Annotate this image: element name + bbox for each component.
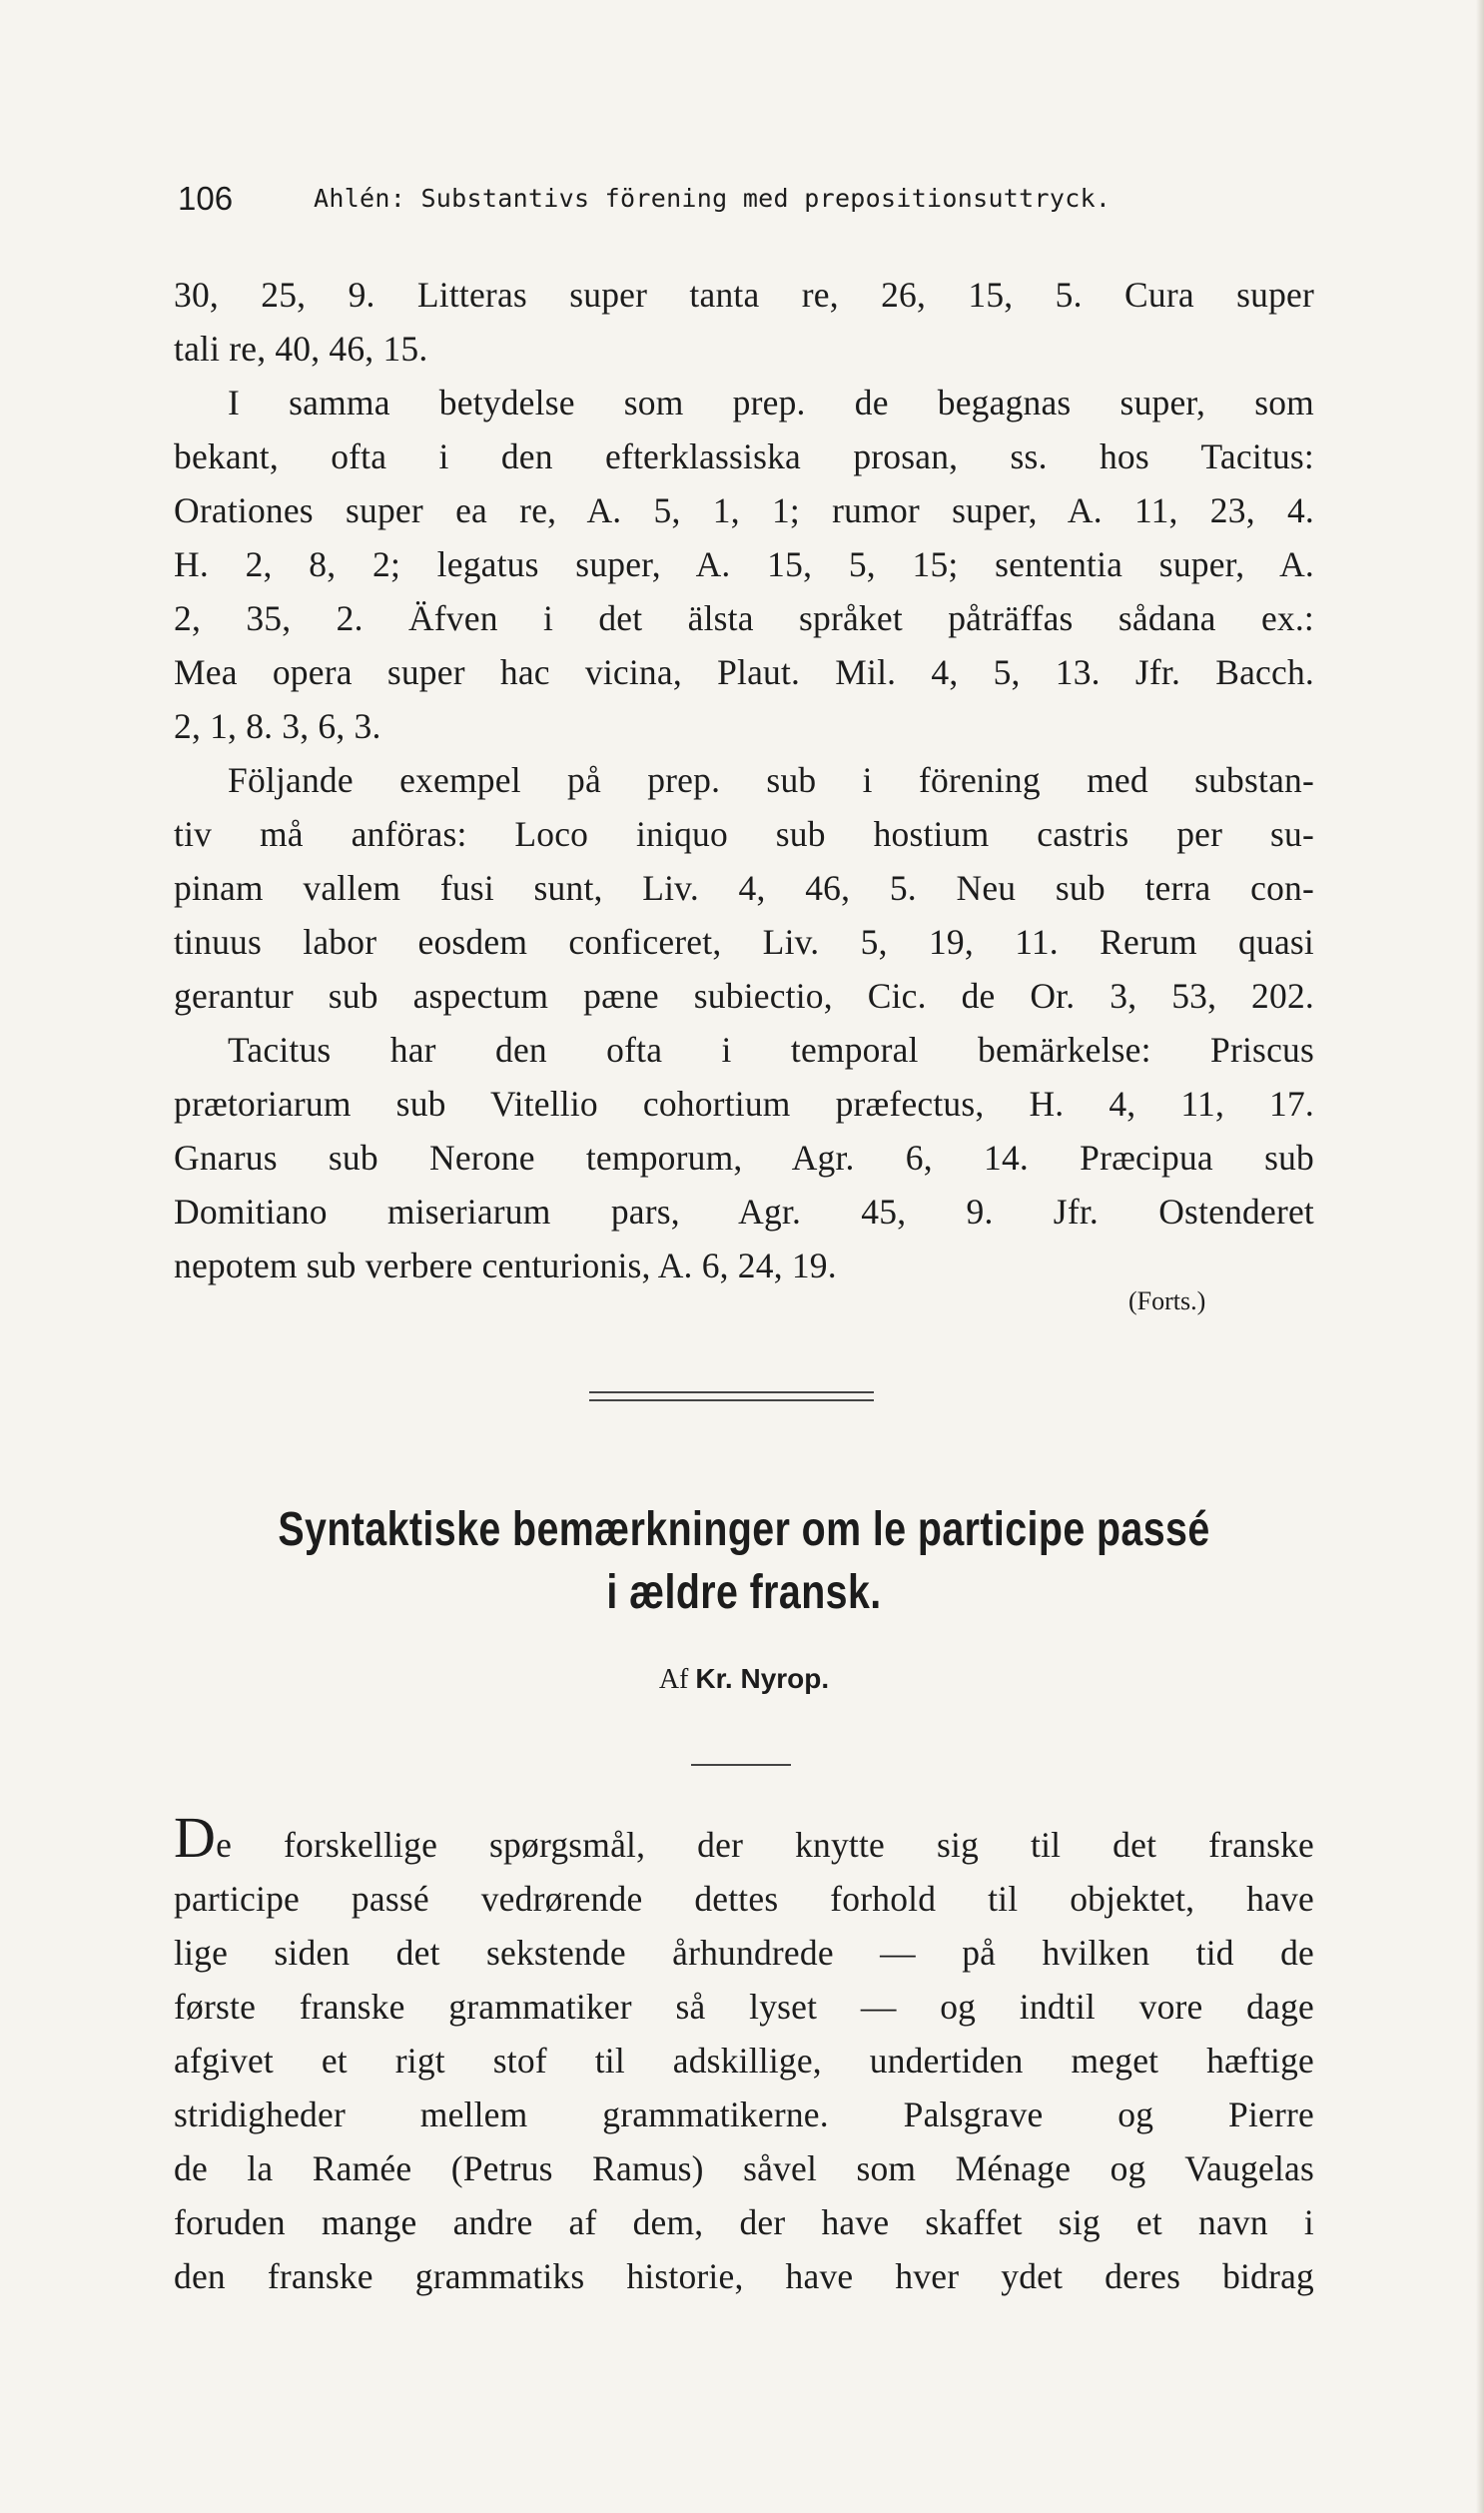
text-line: prætoriarum sub Vitellio cohortium præfectus, H. 4, 11, 17. <box>174 1084 1314 1124</box>
text-line: første franske grammatiker så lyset — og indtil vore dage <box>174 1987 1314 2027</box>
text-line: H. 2, 8, 2; legatus super, A. 15, 5, 15; sententia super, A. <box>174 544 1314 584</box>
text-line: Tacitus har den ofta i temporal bemärkelse: Priscus <box>228 1030 1314 1070</box>
article-title-line-2: i ældre fransk. <box>606 1566 882 1619</box>
page-edge-shadow <box>1476 0 1484 2513</box>
text-line: den franske grammatiks historie, have hver ydet deres bidrag <box>174 2256 1314 2296</box>
text-line: I samma betydelse som prep. de begagnas super, som <box>228 383 1314 422</box>
author-name: Kr. Nyrop. <box>695 1663 830 1694</box>
page-header <box>178 180 1316 230</box>
article-continuation-text <box>174 268 1314 1292</box>
title-divider <box>691 1764 791 1766</box>
text-line: de la Ramée (Petrus Ramus) såvel som Ménage og Vaugelas <box>174 2148 1314 2188</box>
running-title: Ahlén: Substantivs förening med prepositionsuttryck. <box>314 184 1112 213</box>
text-line: Orationes super ea re, A. 5, 1, 1; rumor super, A. 11, 23, 4. <box>174 490 1314 530</box>
text-line: 2, 35, 2. Äfven i det älsta språket påträffas sådana ex.: <box>174 598 1314 638</box>
text-line: foruden mange andre af dem, der have skaffet sig et navn i <box>174 2202 1314 2242</box>
text-line: gerantur sub aspectum pæne subiectio, Cic. de Or. 3, 53, 202. <box>174 976 1314 1016</box>
text-line <box>174 1818 1314 1872</box>
text-line: lige siden det sekstende århundrede — på hvilken tid de <box>174 1933 1314 1973</box>
text-line-rest: e forskellige spørgsmål, der knytte sig til det franske <box>216 1825 1314 1865</box>
byline-prefix: Af <box>658 1664 689 1695</box>
text-line: afgivet et rigt stof til adskillige, undertiden meget hæftige <box>174 2041 1314 2081</box>
text-line: 2, 1, 8. 3, 6, 3. <box>174 706 381 746</box>
text-line: bekant, ofta i den efterklassiska prosan, ss. hos Tacitus: <box>174 436 1314 476</box>
section-divider <box>589 1391 874 1401</box>
article-title-line-1: Syntaktiske bemærkninger om le participe passé <box>278 1503 1210 1556</box>
byline <box>174 1663 1314 1696</box>
continued-marker: (Forts.) <box>1128 1286 1206 1315</box>
text-line: pinam vallem fusi sunt, Liv. 4, 46, 5. Neu sub terra con- <box>174 868 1314 908</box>
text-line: tali re, 40, 46, 15. <box>174 329 428 369</box>
text-line: Följande exempel på prep. sub i förening med substan- <box>228 760 1314 800</box>
text-line: stridigheder mellem grammatikerne. Palsgrave og Pierre <box>174 2094 1314 2134</box>
article-body-text <box>174 1818 1314 2303</box>
text-line: tiv må anföras: Loco iniquo sub hostium castris per su- <box>174 814 1314 854</box>
text-line: 30, 25, 9. Litteras super tanta re, 26, 15, 5. Cura super <box>174 275 1314 315</box>
article-title <box>277 1498 1211 1624</box>
text-line: participe passé vedrørende dettes forhold til objektet, have <box>174 1879 1314 1919</box>
text-line: nepotem sub verbere centurionis, A. 6, 24, 19. <box>174 1246 837 1285</box>
page-number: 106 <box>178 180 234 217</box>
text-line: tinuus labor eosdem conficeret, Liv. 5, 19, 11. Rerum quasi <box>174 922 1314 962</box>
text-line: Domitiano miseriarum pars, Agr. 45, 9. Jfr. Ostenderet <box>174 1192 1314 1232</box>
text-line: Mea opera super hac vicina, Plaut. Mil. 4, 5, 13. Jfr. Bacch. <box>174 652 1314 692</box>
drop-cap: D <box>174 1818 217 1870</box>
text-line: Gnarus sub Nerone temporum, Agr. 6, 14. Præcipua sub <box>174 1138 1314 1178</box>
